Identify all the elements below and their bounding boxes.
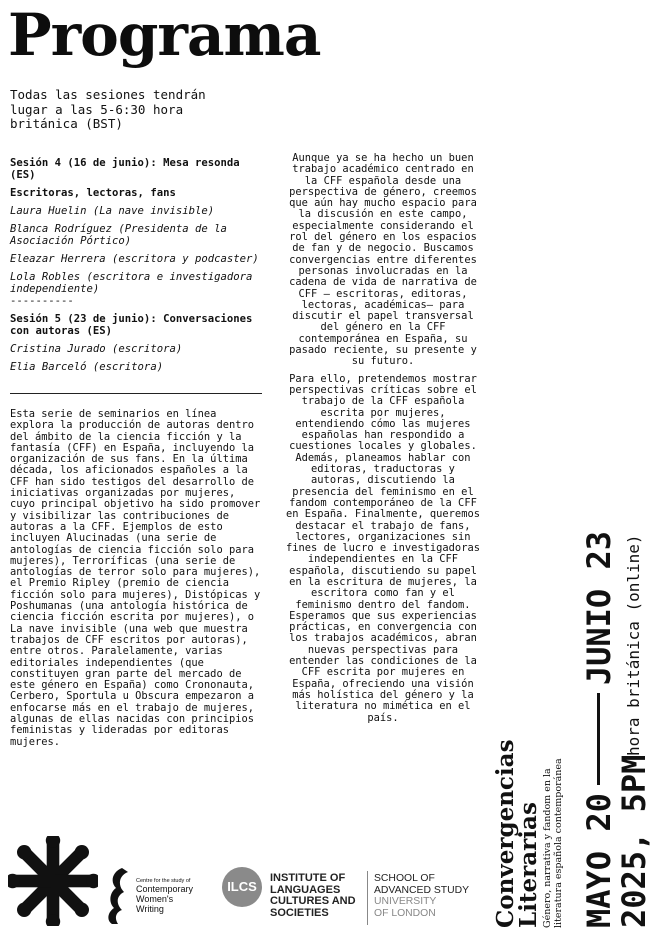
date-line [597,693,600,785]
separator: ---------- [10,295,74,307]
brand-name: Convergencias Literarias [492,739,542,928]
cww-figure-icon [104,864,136,926]
brand-subtitle: Género, narrativa y fandom en la literatura española contemporánea [542,758,564,928]
description-text: Esta serie de seminarios en línea explora la producción de autoras dentro del ámbito de la ciencia ficción y la fantasía (CFF) en España, incluyendo la organización de sus fans. En la última década, los aficionados españoles a la CFF han sido testigos del desarrollo de iniciativas organizadas por mujeres, cuyo principal objetivo ha sido promover y visibilizar las contribuciones de autoras a la CFF. Ejemplos de esto incluyen Alucinadas (una serie de antologías de ciencia ficción solo para mujeres), Terroríficas (una serie de antologías de terror solo para mujeres), el Premio Ripley (premio de ciencia ficción solo para mujeres), Distópicas y Poshumanas (una antología histórica de ciencia ficción escrita por mujeres), o La nave invisible (una web que muestra trabajos de CFF escritos por autoras), entre otros. Paralelamente, varias editoriales independientes (que constituyen gran parte del mercado de este género en España) como Crononauta, Cerbero, Sportula u Obscura empezaron a enfocarse más en el trabajo de mujeres, algunas de ellas nacidas con principios feministas y lideradas por editoras mujeres. [10,408,261,748]
divider [10,393,262,394]
ilcs-name: INSTITUTE OF LANGUAGES CULTURES AND SOCIETIES [270,872,356,919]
timezone-text: hora británica (online) [624,534,643,756]
speaker: Lola Robles (escritora e investigadora independiente) [10,271,253,295]
ilcs-logo-icon: ILCS [222,867,262,907]
date-range [580,531,618,928]
start-date: MAYO 20 [580,793,618,928]
speaker: Laura Huelin (La nave invisible) [10,205,215,217]
session-5-heading: Sesión 5 (23 de junio): Conversaciones con autoras (ES) [10,313,253,337]
speaker: Eleazar Herrera (escritora y podcaster) [10,253,259,265]
session-4-subheading: Escritoras, lectoras, fans [10,187,176,199]
sas-logo: SCHOOL OF ADVANCED STUDY UNIVERSITY OF LONDON [374,873,470,919]
end-date: JUNIO 23 [580,531,618,686]
logo-divider [367,871,368,925]
session-4-heading: Sesión 4 (16 de junio): Mesa resonda (ES) [10,157,240,181]
asterisk-logo-icon [8,836,98,926]
sessions-list [10,157,262,373]
speaker: Cristina Jurado (escritora) [10,343,183,355]
speaker: Elia Barceló (escritora) [10,361,164,373]
right-column [285,153,481,730]
paragraph-2: Para ello, pretendemos mostrar perspectivas críticas sobre el trabajo de la CFF española escrita por mujeres, entendiendo cómo las mujeres españolas han respondido a cuestiones locales y globales. Además, planeamos hablar con editoras, traductoras y autoras, discutiendo la presencia del feminismo en el fandom contemporáneo de la CFF en España. Finalmente, queremos destacar el trabajo de fans, lectores, organizaciones sin fines de lucro e investigadoras independientes en la CFF española, discutiendo su papel en la escritura de mujeres, la escritora como fan y el feminismo dentro del fandom. Esperamos que sus experiencias prácticas, en convergencia con los trabajos académicos, abran nuevas perspectivas para entender las condiciones de la CFF escrita por mujeres en España, ofreciendo una visión más holística del género y la literatura no mimética en el país. [286,372,480,724]
cww-text: Centre for the study of Contemporary Women's Writing [136,878,194,914]
intro-text: Todas las sesiones tendrán lugar a las 5-6:30 hora británica (BST) [10,87,206,131]
year-time: 2025, 5PM [615,754,653,928]
cww-logo [104,864,202,928]
speaker: Blanca Rodríguez (Presidenta de la Asociación Pórtico) [10,223,227,247]
paragraph-1: Aunque ya se ha hecho un buen trabajo académico centrado en la CFF española desde una perspectiva de género, creemos que aún hay mucho espacio para la discusión en este campo, especialmente considerando el rol del género en los espacios de fan y de negocio. Buscamos convergencias entre diferentes personas involucradas en la cadena de vida de narrativa de CFF — escritoras, editoras, lectoras, académicas— para discutir el papel transversal del género en la CFF contemporánea en España, su pasado reciente, su presente y su futuro. [289,152,477,368]
page-title: Programa [8,1,321,69]
